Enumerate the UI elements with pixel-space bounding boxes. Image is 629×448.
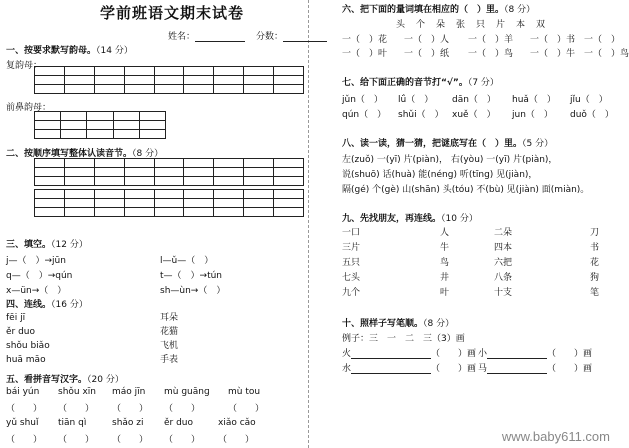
s10-char: 马 [478,364,488,374]
s4-right-item[interactable]: 花猫 [160,327,179,337]
s5-pinyin-2-2: tiān qì [58,418,87,428]
page-title: 学前班语文期末试卷 [100,4,245,22]
s6-blank-2-1[interactable]: 一（ ）叶 [342,49,388,59]
s6-blank-1-1[interactable]: 一（ ）花 [342,35,388,45]
s9-item[interactable]: 三片 [342,243,361,253]
s1-qian-grid[interactable] [34,111,166,139]
s3-heading: 三、填空。（12 分） [6,240,88,250]
s5-answer-2-3[interactable]: （ ） [112,435,149,445]
s9-item[interactable]: 狗 [590,273,600,283]
s10-heading: 十、照样子写笔顺。（8 分） [342,319,455,329]
s5-pinyin-1-4: mù ɡuānɡ [164,387,210,397]
s9-item[interactable]: 人 [440,228,450,238]
s8-riddle-line-1: 左(zuǒ) 一(yī) 片(piàn)， 右(yòu) 一(yī) 片(piàn)， [342,155,558,165]
s7-option-2-5[interactable]: duǒ（ ） [570,110,614,120]
s5-pinyin-2-1: yǔ shuǐ [6,418,39,428]
s5-answer-2-1[interactable]: （ ） [6,435,43,445]
s9-item[interactable]: 六把 [494,258,513,268]
s10-char: 小 [478,349,488,359]
s10-example: 例子：三 一 二 三（3）画 [342,334,465,344]
s5-answer-2-4[interactable]: （ ） [164,435,201,445]
name-blank[interactable] [195,41,245,42]
s3-item-5[interactable]: x—ün→（ ） [6,286,67,296]
s10-count[interactable]: （ ）画 [431,349,477,359]
s5-pinyin-2-5: xiǎo cǎo [218,418,256,428]
s9-item[interactable]: 四本 [494,243,513,253]
s6-blank-2-4[interactable]: 一（ ）牛 [530,49,576,59]
s5-answer-1-4[interactable]: （ ） [164,404,201,414]
s4-left-item[interactable]: ěr duo [6,327,36,337]
s5-pinyin-1-3: máo jīn [112,387,146,397]
s4-left-item[interactable]: shǒu biǎo [6,341,50,351]
s9-item[interactable]: 刀 [590,228,600,238]
page-divider [308,0,309,448]
s7-option-2-2[interactable]: shǔi（ ） [398,110,444,120]
s7-option-2-1[interactable]: qún（ ） [342,110,387,120]
s2-grid-row1[interactable] [34,158,304,186]
score-blank[interactable] [283,41,327,42]
s4-left-column [6,311,50,367]
s9-item[interactable]: 花 [590,258,600,268]
s9-item[interactable]: 十支 [494,288,513,298]
s7-option-1-1[interactable]: jǔn（ ） [342,95,383,105]
s9-item[interactable]: 书 [590,243,600,253]
s8-riddle-line-2: 说(shuō) 话(huà) 能(néng) 听(tīng) 见(jiàn)， [342,170,538,180]
s1-heading: 一、按要求默写韵母。（14 分） [6,46,133,56]
s5-pinyin-2-3: shǎo zi [112,418,144,428]
name-field[interactable] [168,29,245,42]
s6-heading: 六、把下面的量词填在相应的（ ）里。（8 分） [342,5,536,15]
s10-stroke-blank[interactable] [351,373,431,374]
s6-blank-2-5[interactable]: 一（ ）鸟 [584,49,629,59]
s10-row-2b [478,361,592,374]
s10-count[interactable]: （ ）画 [431,364,477,374]
s6-blank-2-3[interactable]: 一（ ）鸟 [468,49,514,59]
s7-option-1-2[interactable]: lǘ（ ） [398,95,434,105]
s8-heading: 八、读一读，猜一猜，把谜底写在（ ）里。（5 分） [342,139,554,149]
s9-item[interactable]: 叶 [440,288,450,298]
s3-item-4[interactable]: t—（ ）→tún [160,271,223,281]
s9-item[interactable]: 二朵 [494,228,513,238]
score-label: 分数： [256,32,284,42]
s2-grid-row2[interactable] [34,189,304,217]
s9-column-3 [494,226,512,301]
s5-answer-1-5[interactable]: （ ） [228,404,265,414]
s5-answer-2-2[interactable]: （ ） [58,435,95,445]
s3-item-1[interactable]: j—（ ）→jūn [6,256,66,266]
s5-heading: 五、看拼音写汉字。（20 分） [6,375,124,385]
s5-answer-2-5[interactable]: （ ） [218,435,255,445]
s10-row-2 [342,361,476,374]
score-field[interactable] [256,29,327,42]
s9-item[interactable]: 五只 [342,258,361,268]
s4-heading: 四、连线。（16 分） [6,300,88,310]
s3-item-3[interactable]: q—（ ）→qún [6,271,73,281]
s10-row-1 [342,346,476,359]
s9-item[interactable]: 八条 [494,273,513,283]
s6-blank-1-5[interactable]: 一（ ） [584,35,621,45]
s10-char: 水 [342,364,352,374]
s1-fu-grid[interactable] [34,66,304,94]
s1-fu-label: 复韵母： [6,61,43,71]
s10-count[interactable]: （ ）画 [547,364,593,374]
s9-item[interactable]: 九个 [342,288,361,298]
s4-right-item[interactable]: 飞机 [160,341,179,351]
s5-answer-1-3[interactable]: （ ） [112,404,149,414]
s7-option-2-3[interactable]: xuě（ ） [452,110,496,120]
s4-right-item[interactable]: 耳朵 [160,313,179,323]
s6-blank-1-3[interactable]: 一（ ）羊 [468,35,514,45]
s9-column-1 [342,226,360,301]
s5-pinyin-1-1: bái yún [6,387,40,397]
s9-item[interactable]: 一口 [342,228,361,238]
s5-pinyin-1-2: shǒu xīn [58,387,96,397]
s6-word-bank: 头 个 朵 张 只 片 本 双 [396,20,547,30]
s9-item[interactable]: 笔 [590,288,600,298]
s7-option-1-3[interactable]: dān（ ） [452,95,496,105]
s6-blank-1-4[interactable]: 一（ ）书 [530,35,576,45]
s10-stroke-blank[interactable] [487,373,547,374]
s10-stroke-blank[interactable] [351,358,431,359]
s3-item-2[interactable]: l—ǔ—（ ） [160,256,214,266]
s9-column-2 [440,226,449,301]
s9-column-4 [590,226,599,301]
watermark: www.baby611.com [501,429,610,444]
s5-pinyin-2-4: ěr duo [164,418,194,428]
s5-answer-1-2[interactable]: （ ） [58,404,95,414]
s6-blank-2-2[interactable]: 一（ ）纸 [404,49,450,59]
s4-right-item[interactable]: 手表 [160,355,179,365]
s4-left-item[interactable]: huā māo [6,355,46,365]
s9-item[interactable]: 井 [440,273,450,283]
s10-count[interactable]: （ ）画 [547,349,593,359]
s6-blank-1-2[interactable]: 一（ ）人 [404,35,450,45]
s5-answer-1-1[interactable]: （ ） [6,404,43,414]
s3-item-6[interactable]: sh—ùn→（ ） [160,286,226,296]
s9-heading: 九、先找朋友，再连线。（10 分） [342,214,478,224]
s9-item[interactable]: 牛 [440,243,450,253]
s2-heading: 二、按顺序填写整体认读音节。（8 分） [6,149,164,159]
s8-riddle-line-3: 隔(gé) 个(gè) 山(shān) 头(tóu) 不(bù) 见(jiàn) 面(miàn)。 [342,185,590,195]
s5-pinyin-1-5: mù tou [228,387,261,397]
name-label: 姓名： [168,32,196,42]
s7-option-1-4[interactable]: huǎ（ ） [512,95,556,105]
s7-heading: 七、给下面正确的音节打“√”。（7 分） [342,78,499,88]
s10-stroke-blank[interactable] [487,358,547,359]
s9-item[interactable]: 七头 [342,273,361,283]
s4-right-column [160,311,178,367]
s9-item[interactable]: 鸟 [440,258,450,268]
s10-char: 火 [342,349,352,359]
s7-option-2-4[interactable]: jun（ ） [512,110,553,120]
s7-option-1-5[interactable]: jǐu（ ） [570,95,608,105]
s1-qian-label: 前鼻韵母： [6,103,52,113]
s4-left-item[interactable]: fēi jī [6,313,26,323]
s10-row-1b [478,346,592,359]
